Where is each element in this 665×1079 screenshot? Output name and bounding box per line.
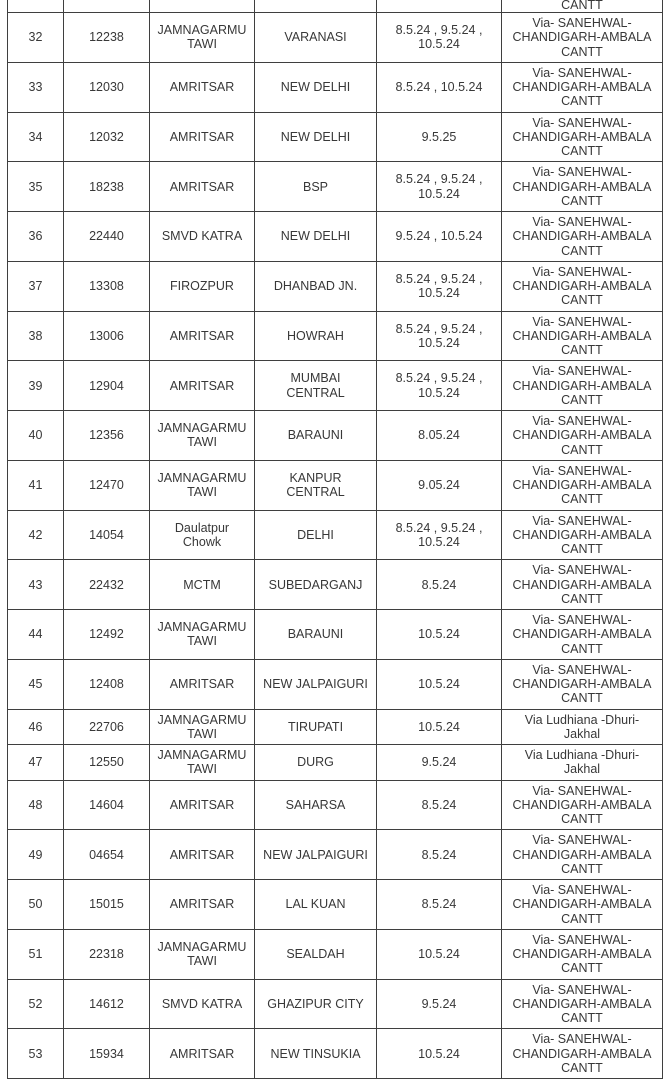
destination-station-cell: NEW JALPAIGURI <box>255 830 377 880</box>
origin-station-cell: SMVD KATRA <box>150 212 255 262</box>
serial-number-cell: 38 <box>8 311 64 361</box>
cancelled-dates-cell: 9.5.24 , 10.5.24 <box>377 212 502 262</box>
train-number-cell: 14604 <box>64 780 150 830</box>
cancelled-dates-cell: 9.5.24 <box>377 979 502 1029</box>
serial-number-cell: 52 <box>8 979 64 1029</box>
serial-number-cell: 47 <box>8 745 64 781</box>
via-route-cell: CANTT <box>502 0 663 13</box>
destination-station-cell: KANPUR CENTRAL <box>255 460 377 510</box>
via-route-cell: Via- SANEHWAL-CHANDIGARH-AMBALA CANTT <box>502 13 663 63</box>
train-cancellation-table <box>7 0 663 1079</box>
origin-station-cell: JAMNAGARMU TAWI <box>150 709 255 745</box>
train-number-cell: 12550 <box>64 745 150 781</box>
table-row <box>8 929 663 979</box>
via-route-cell: Via Ludhiana -Dhuri-Jakhal <box>502 709 663 745</box>
origin-station-cell: AMRITSAR <box>150 62 255 112</box>
origin-station-cell: JAMNAGARMU TAWI <box>150 13 255 63</box>
cancelled-dates-cell: 8.5.24 , 9.5.24 , 10.5.24 <box>377 261 502 311</box>
serial-number-cell: 45 <box>8 659 64 709</box>
cancelled-dates-cell: 8.5.24 <box>377 560 502 610</box>
partial-table-row <box>8 0 663 13</box>
cancelled-dates-cell: 10.5.24 <box>377 929 502 979</box>
table-row <box>8 112 663 162</box>
cancelled-dates-cell: 9.5.24 <box>377 745 502 781</box>
serial-number-cell: 41 <box>8 460 64 510</box>
origin-station-cell: JAMNAGARMU TAWI <box>150 745 255 781</box>
via-route-cell: Via- SANEHWAL-CHANDIGARH-AMBALA CANTT <box>502 162 663 212</box>
table-row <box>8 13 663 63</box>
origin-station-cell: AMRITSAR <box>150 780 255 830</box>
origin-station-cell: JAMNAGARMU TAWI <box>150 460 255 510</box>
train-number-cell: 12492 <box>64 610 150 660</box>
origin-station-cell: AMRITSAR <box>150 880 255 930</box>
destination-station-cell: VARANASI <box>255 13 377 63</box>
destination-station-cell: TIRUPATI <box>255 709 377 745</box>
train-number-cell: 12408 <box>64 659 150 709</box>
origin-station-cell: JAMNAGARMU TAWI <box>150 411 255 461</box>
serial-number-cell: 46 <box>8 709 64 745</box>
train-number-cell: 14054 <box>64 510 150 560</box>
destination-station-cell: SUBEDARGANJ <box>255 560 377 610</box>
serial-number-cell: 39 <box>8 361 64 411</box>
table-row <box>8 411 663 461</box>
table-row <box>8 361 663 411</box>
destination-station-cell: GHAZIPUR CITY <box>255 979 377 1029</box>
origin-station-cell: AMRITSAR <box>150 659 255 709</box>
destination-station-cell: LAL KUAN <box>255 880 377 930</box>
via-route-cell: Via- SANEHWAL-CHANDIGARH-AMBALA CANTT <box>502 311 663 361</box>
via-route-cell: Via- SANEHWAL-CHANDIGARH-AMBALA CANTT <box>502 979 663 1029</box>
via-route-cell: Via- SANEHWAL-CHANDIGARH-AMBALA CANTT <box>502 411 663 461</box>
train-number-cell: 22432 <box>64 560 150 610</box>
table-row <box>8 162 663 212</box>
serial-number-cell <box>8 0 64 13</box>
cancelled-dates-cell <box>377 0 502 13</box>
train-number-cell: 04654 <box>64 830 150 880</box>
origin-station-cell: SMVD KATRA <box>150 979 255 1029</box>
via-route-cell: Via- SANEHWAL-CHANDIGARH-AMBALA CANTT <box>502 610 663 660</box>
table-row <box>8 1029 663 1079</box>
serial-number-cell: 48 <box>8 780 64 830</box>
via-route-cell: Via- SANEHWAL-CHANDIGARH-AMBALA CANTT <box>502 780 663 830</box>
destination-station-cell <box>255 0 377 13</box>
cancelled-dates-cell: 8.05.24 <box>377 411 502 461</box>
train-number-cell: 15015 <box>64 880 150 930</box>
destination-station-cell: BARAUNI <box>255 610 377 660</box>
origin-station-cell <box>150 0 255 13</box>
destination-station-cell: HOWRAH <box>255 311 377 361</box>
cancelled-dates-cell: 9.05.24 <box>377 460 502 510</box>
origin-station-cell: MCTM <box>150 560 255 610</box>
train-number-cell: 22440 <box>64 212 150 262</box>
via-route-cell: Via- SANEHWAL-CHANDIGARH-AMBALA CANTT <box>502 880 663 930</box>
via-route-cell: Via- SANEHWAL-CHANDIGARH-AMBALA CANTT <box>502 112 663 162</box>
via-route-cell: Via- SANEHWAL-CHANDIGARH-AMBALA CANTT <box>502 659 663 709</box>
train-number-cell: 22318 <box>64 929 150 979</box>
serial-number-cell: 35 <box>8 162 64 212</box>
train-number-cell <box>64 0 150 13</box>
serial-number-cell: 42 <box>8 510 64 560</box>
table-row <box>8 830 663 880</box>
destination-station-cell: BARAUNI <box>255 411 377 461</box>
destination-station-cell: DURG <box>255 745 377 781</box>
cancelled-dates-cell: 8.5.24 , 10.5.24 <box>377 62 502 112</box>
destination-station-cell: MUMBAI CENTRAL <box>255 361 377 411</box>
train-number-cell: 13308 <box>64 261 150 311</box>
table-row <box>8 610 663 660</box>
train-number-cell: 22706 <box>64 709 150 745</box>
table-row <box>8 212 663 262</box>
origin-station-cell: AMRITSAR <box>150 162 255 212</box>
table-row <box>8 261 663 311</box>
via-route-cell: Via- SANEHWAL-CHANDIGARH-AMBALA CANTT <box>502 510 663 560</box>
destination-station-cell: NEW DELHI <box>255 112 377 162</box>
train-number-cell: 18238 <box>64 162 150 212</box>
serial-number-cell: 37 <box>8 261 64 311</box>
train-number-cell: 15934 <box>64 1029 150 1079</box>
table-row <box>8 62 663 112</box>
cancelled-dates-cell: 10.5.24 <box>377 659 502 709</box>
origin-station-cell: AMRITSAR <box>150 830 255 880</box>
cancelled-dates-cell: 10.5.24 <box>377 709 502 745</box>
table-row <box>8 780 663 830</box>
origin-station-cell: AMRITSAR <box>150 361 255 411</box>
cancelled-dates-cell: 8.5.24 <box>377 880 502 930</box>
serial-number-cell: 49 <box>8 830 64 880</box>
via-route-cell: Via- SANEHWAL-CHANDIGARH-AMBALA CANTT <box>502 560 663 610</box>
train-number-cell: 14612 <box>64 979 150 1029</box>
serial-number-cell: 51 <box>8 929 64 979</box>
train-number-cell: 12904 <box>64 361 150 411</box>
train-number-cell: 12032 <box>64 112 150 162</box>
destination-station-cell: NEW DELHI <box>255 62 377 112</box>
table-row <box>8 311 663 361</box>
via-route-cell: Via Ludhiana -Dhuri-Jakhal <box>502 745 663 781</box>
via-route-cell: Via- SANEHWAL-CHANDIGARH-AMBALA CANTT <box>502 212 663 262</box>
origin-station-cell: JAMNAGARMU TAWI <box>150 929 255 979</box>
table-row <box>8 510 663 560</box>
via-route-cell: Via- SANEHWAL-CHANDIGARH-AMBALA CANTT <box>502 62 663 112</box>
cancelled-dates-cell: 10.5.24 <box>377 1029 502 1079</box>
origin-station-cell: JAMNAGARMU TAWI <box>150 610 255 660</box>
serial-number-cell: 36 <box>8 212 64 262</box>
cancelled-dates-cell: 8.5.24 , 9.5.24 , 10.5.24 <box>377 13 502 63</box>
table-row <box>8 745 663 781</box>
table-row <box>8 659 663 709</box>
origin-station-cell: AMRITSAR <box>150 1029 255 1079</box>
cancelled-dates-cell: 10.5.24 <box>377 610 502 660</box>
via-route-cell: Via- SANEHWAL-CHANDIGARH-AMBALA CANTT <box>502 830 663 880</box>
table-row <box>8 979 663 1029</box>
destination-station-cell: NEW DELHI <box>255 212 377 262</box>
train-number-cell: 12238 <box>64 13 150 63</box>
cancelled-dates-cell: 8.5.24 <box>377 780 502 830</box>
train-number-cell: 12030 <box>64 62 150 112</box>
via-route-cell: Via- SANEHWAL-CHANDIGARH-AMBALA CANTT <box>502 361 663 411</box>
destination-station-cell: SAHARSA <box>255 780 377 830</box>
serial-number-cell: 32 <box>8 13 64 63</box>
cancelled-dates-cell: 9.5.25 <box>377 112 502 162</box>
serial-number-cell: 40 <box>8 411 64 461</box>
train-number-cell: 13006 <box>64 311 150 361</box>
origin-station-cell: FIROZPUR <box>150 261 255 311</box>
serial-number-cell: 34 <box>8 112 64 162</box>
train-number-cell: 12470 <box>64 460 150 510</box>
origin-station-cell: Daulatpur Chowk <box>150 510 255 560</box>
origin-station-cell: AMRITSAR <box>150 112 255 162</box>
origin-station-cell: AMRITSAR <box>150 311 255 361</box>
table-row <box>8 560 663 610</box>
serial-number-cell: 33 <box>8 62 64 112</box>
via-route-cell: Via- SANEHWAL-CHANDIGARH-AMBALA CANTT <box>502 261 663 311</box>
train-number-cell: 12356 <box>64 411 150 461</box>
via-route-cell: Via- SANEHWAL-CHANDIGARH-AMBALA CANTT <box>502 1029 663 1079</box>
table-row <box>8 460 663 510</box>
destination-station-cell: DHANBAD JN. <box>255 261 377 311</box>
destination-station-cell: BSP <box>255 162 377 212</box>
destination-station-cell: SEALDAH <box>255 929 377 979</box>
cancelled-dates-cell: 8.5.24 <box>377 830 502 880</box>
serial-number-cell: 53 <box>8 1029 64 1079</box>
serial-number-cell: 44 <box>8 610 64 660</box>
destination-station-cell: NEW TINSUKIA <box>255 1029 377 1079</box>
cancelled-dates-cell: 8.5.24 , 9.5.24 , 10.5.24 <box>377 311 502 361</box>
via-route-cell: Via- SANEHWAL-CHANDIGARH-AMBALA CANTT <box>502 929 663 979</box>
via-route-cell: Via- SANEHWAL-CHANDIGARH-AMBALA CANTT <box>502 460 663 510</box>
cancelled-dates-cell: 8.5.24 , 9.5.24 , 10.5.24 <box>377 510 502 560</box>
cancelled-dates-cell: 8.5.24 , 9.5.24 , 10.5.24 <box>377 162 502 212</box>
destination-station-cell: DELHI <box>255 510 377 560</box>
destination-station-cell: NEW JALPAIGURI <box>255 659 377 709</box>
serial-number-cell: 43 <box>8 560 64 610</box>
table-row <box>8 709 663 745</box>
table-row <box>8 880 663 930</box>
train-table-body <box>8 0 663 1079</box>
serial-number-cell: 50 <box>8 880 64 930</box>
cancelled-dates-cell: 8.5.24 , 9.5.24 , 10.5.24 <box>377 361 502 411</box>
